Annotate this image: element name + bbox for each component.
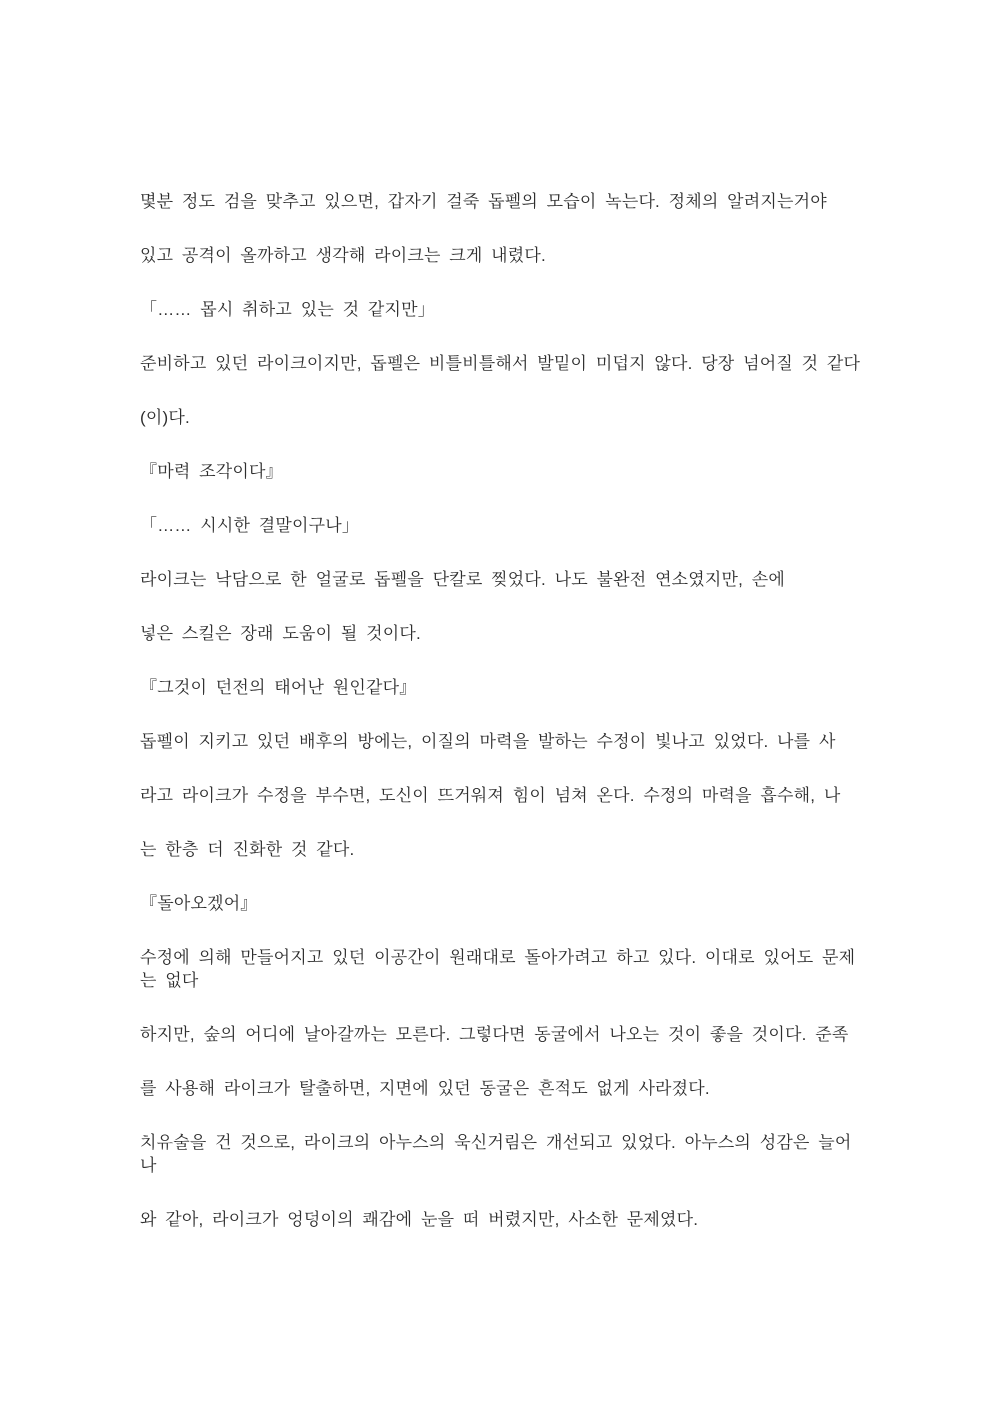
paragraph-line: 『돌아오겠어』 xyxy=(140,894,258,913)
paragraph-line: 있고 공격이 올까하고 생각해 라이크는 크게 내렸다. xyxy=(140,246,546,265)
paragraph-line: 치유술을 건 것으로, 라이크의 아누스의 욱신거림은 개선되고 있었다. 아누스의 성감은 늘어 xyxy=(140,1133,852,1152)
paragraph-line: 와 같아, 라이크가 엉덩이의 쾌감에 눈을 떠 버렸지만, 사소한 문제였다. xyxy=(140,1210,699,1229)
paragraph-line: 는 없다 xyxy=(140,971,199,990)
paragraph-line: 를 사용해 라이크가 탈출하면, 지면에 있던 동굴은 흔적도 없게 사라졌다. xyxy=(140,1079,710,1098)
paragraph-line: 『그것이 던전의 태어난 원인같다』 xyxy=(140,678,417,697)
paragraph-line: 라이크는 낙담으로 한 얼굴로 돕펠을 단칼로 찢었다. 나도 불완전 연소였지만, 손에 xyxy=(140,570,786,589)
paragraph-line: 돕펠이 지키고 있던 배후의 방에는, 이질의 마력을 발하는 수정이 빛나고 있었다. 나를 사 xyxy=(140,732,836,751)
paragraph-line: 하지만, 숲의 어디에 날아갈까는 모른다. 그렇다면 동굴에서 나오는 것이 좋을 것이다. 준족 xyxy=(140,1025,849,1044)
paragraph-line: 라고 라이크가 수정을 부수면, 도신이 뜨거워져 힘이 넘쳐 온다. 수정의 마력을 흡수해, 나 xyxy=(140,786,841,805)
paragraph-line: (이)다. xyxy=(140,408,190,427)
paragraph-line: 「…… 몹시 취하고 있는 것 같지만」 xyxy=(140,300,435,319)
paragraph-line: 는 한층 더 진화한 것 같다. xyxy=(140,840,355,859)
paragraph-line: 『마력 조각이다』 xyxy=(140,462,283,481)
paragraph-line: 넣은 스킬은 장래 도움이 될 것이다. xyxy=(140,624,421,643)
document-body xyxy=(140,190,892,1231)
paragraph-line: 나 xyxy=(140,1156,157,1175)
paragraph-line: 「…… 시시한 결말이구나」 xyxy=(140,516,360,535)
paragraph-line: 몇분 정도 검을 맞추고 있으면, 갑자기 걸죽 돕펠의 모습이 녹는다. 정체의 알려지는거야 xyxy=(140,192,827,211)
paragraph-line: 준비하고 있던 라이크이지만, 돕펠은 비틀비틀해서 발밑이 미덥지 않다. 당장 넘어질 것 같다 xyxy=(140,354,861,373)
paragraph-line: 수정에 의해 만들어지고 있던 이공간이 원래대로 돌아가려고 하고 있다. 이대로 있어도 문제 xyxy=(140,948,856,967)
